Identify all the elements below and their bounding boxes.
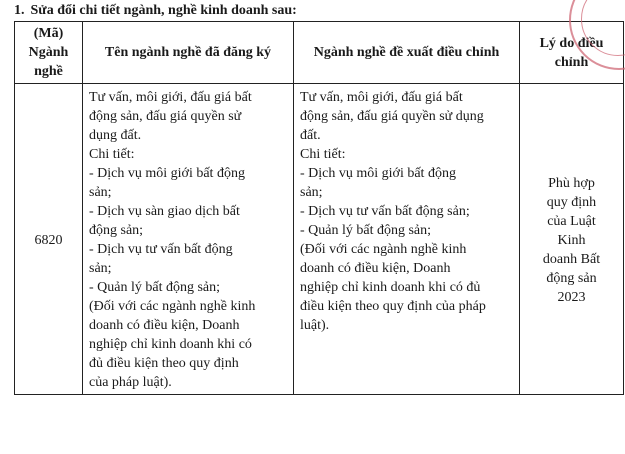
header-proposed: Ngành nghề đề xuất điều chỉnh — [294, 22, 520, 84]
registered-line: động sản, đấu giá quyền sử — [89, 109, 242, 124]
registered-line: Tư vấn, môi giới, đấu giá bất — [89, 90, 252, 105]
header-code-line: (Mã) — [33, 26, 64, 41]
reason-line: Kinh — [557, 232, 586, 248]
proposed-line: nghiệp chỉ kinh doanh khi có đủ — [300, 280, 481, 295]
registered-line: sản; — [89, 185, 112, 200]
proposed-line: động sản, đấu giá quyền sử dụng — [300, 109, 484, 124]
registered-line: (Đối với các ngành nghề kinh — [89, 299, 256, 314]
registered-line: dụng đất. — [89, 128, 142, 143]
registered-line: của pháp luật). — [89, 375, 172, 390]
proposed-line: sản; — [300, 185, 323, 200]
proposed-line: (Đối với các ngành nghề kinh — [300, 242, 467, 257]
registered-line: động sản; — [89, 223, 144, 238]
registered-line: nghiệp chỉ kinh doanh khi có — [89, 337, 252, 352]
registered-line: Chi tiết: — [89, 147, 135, 162]
header-code-line: nghề — [34, 64, 63, 79]
section-title: Sửa đổi chi tiết ngành, nghề kinh doanh sau: — [30, 3, 297, 18]
registered-line: - Dịch vụ sàn giao dịch bất — [89, 204, 240, 219]
header-reason — [520, 22, 624, 84]
registered-line: - Dịch vụ tư vấn bất động — [89, 242, 233, 257]
registered-cell — [83, 84, 294, 395]
header-reason-line: chỉnh — [554, 54, 589, 70]
proposed-line: luật). — [300, 318, 330, 333]
registered-line: - Dịch vụ môi giới bất động — [89, 166, 245, 181]
code-cell: 6820 — [15, 84, 83, 395]
table-row — [15, 84, 624, 395]
registered-line: đủ điều kiện theo quy định — [89, 356, 239, 371]
proposed-line: Chi tiết: — [300, 147, 346, 162]
header-code-line: Ngành — [28, 45, 69, 60]
section-heading — [14, 3, 297, 19]
table-header-row — [15, 22, 624, 84]
proposed-line: - Dịch vụ tư vấn bất động sản; — [300, 204, 470, 219]
header-reason-line: Lý do điều — [539, 35, 604, 51]
proposed-line: Tư vấn, môi giới, đấu giá bất — [300, 90, 463, 105]
registered-line: doanh có điều kiện, Doanh — [89, 318, 240, 333]
reason-line: quy định — [546, 194, 597, 210]
reason-line: động sản — [546, 270, 597, 286]
reason-line: của Luật — [547, 213, 596, 229]
reason-line: Phù hợp — [548, 175, 595, 191]
proposed-cell — [294, 84, 520, 395]
proposed-line: doanh có điều kiện, Doanh — [300, 261, 451, 276]
reason-line: doanh Bất — [542, 251, 601, 267]
registered-line: sản; — [89, 261, 112, 276]
registered-line: - Quản lý bất động sản; — [89, 280, 221, 295]
proposed-line: - Dịch vụ môi giới bất động — [300, 166, 456, 181]
header-code — [15, 22, 83, 84]
section-number: 1. — [14, 3, 25, 18]
proposed-line: điều kiện theo quy định của pháp — [300, 299, 486, 314]
business-lines-table — [14, 21, 624, 395]
reason-line: 2023 — [557, 289, 586, 305]
proposed-line: - Quản lý bất động sản; — [300, 223, 432, 238]
header-registered: Tên ngành nghề đã đăng ký — [83, 22, 294, 84]
proposed-line: đất. — [300, 128, 321, 143]
reason-cell — [520, 84, 624, 395]
